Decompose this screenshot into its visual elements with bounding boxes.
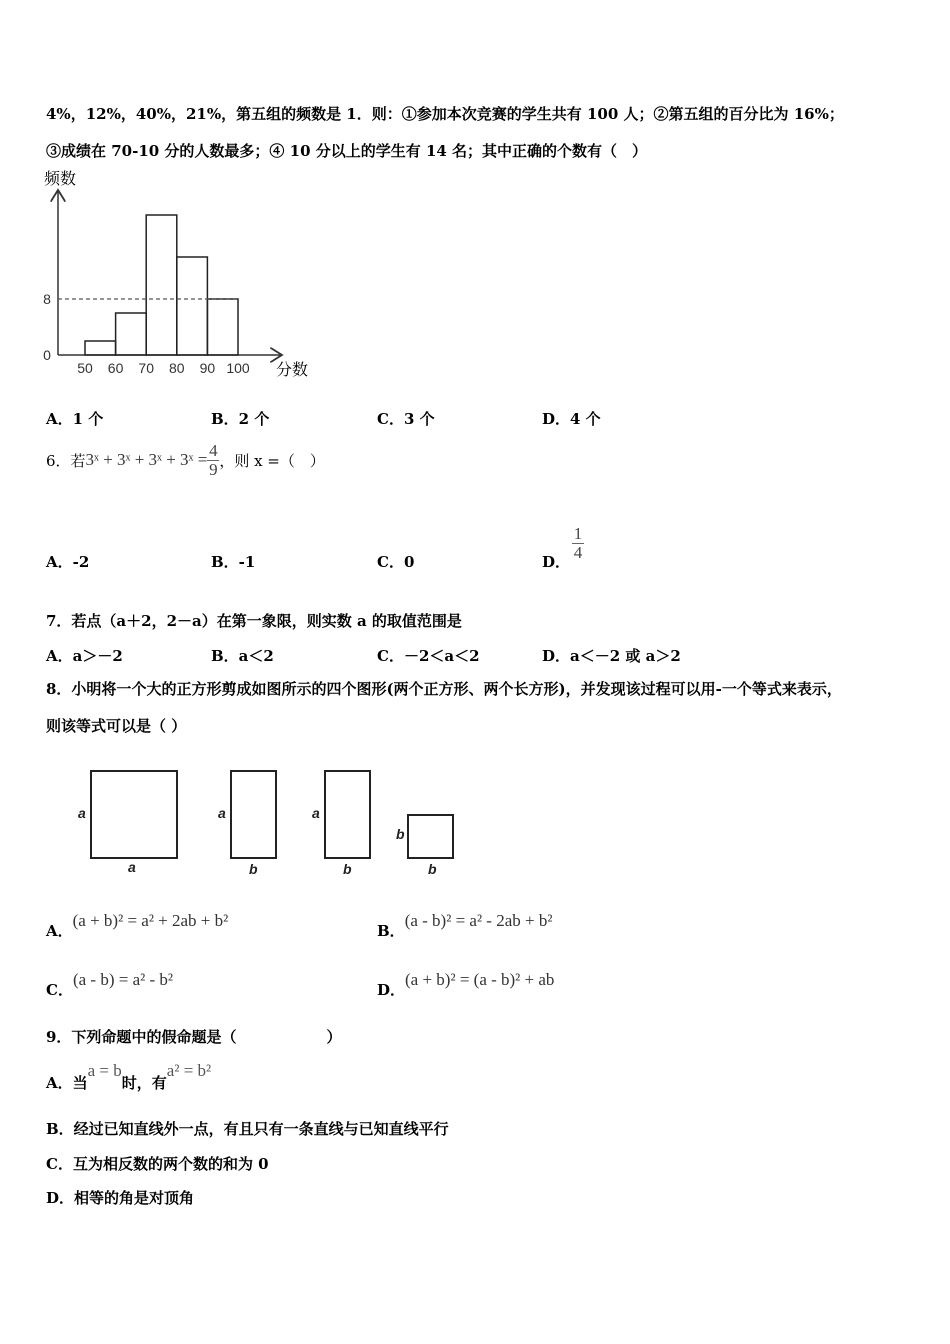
- q6-option-d-fraction: [572, 525, 584, 562]
- q6-d-den: 4: [573, 543, 583, 562]
- q9-option-a[interactable]: [46, 1060, 212, 1092]
- label-a: a: [128, 859, 136, 875]
- y-tick-label: 8: [43, 291, 51, 307]
- y-tick-label: 0: [43, 347, 51, 363]
- q7-option-b[interactable]: B．a＜2: [211, 647, 274, 665]
- q6-prefix: 6．若: [46, 452, 86, 470]
- q8-option-d-expr: (a + b)² = (a - b)² + ab: [405, 970, 555, 989]
- x-tick-label: 70: [138, 360, 154, 376]
- histogram-bar-70-80: [146, 215, 177, 355]
- histogram-bar-50-60: [85, 341, 116, 355]
- q6-fraction: [207, 442, 219, 479]
- q6-option-c[interactable]: C．0: [377, 553, 415, 571]
- q9-stem: 9．下列命题中的假命题是（ ）: [46, 1028, 342, 1046]
- q8-option-c-label: C．: [46, 981, 73, 999]
- q5-option-d[interactable]: D．4 个: [542, 410, 601, 428]
- q6-stem: [46, 442, 325, 479]
- label-b: b: [428, 861, 437, 877]
- rectangle-ab-2: [325, 771, 370, 858]
- q6-suffix: ，则 x =（ ）: [219, 452, 325, 470]
- histogram: [0, 160, 340, 390]
- q5-option-b[interactable]: B．2 个: [211, 410, 270, 428]
- q8-stem-line1: 8．小明将一个大的正方形剪成如图所示的四个图形(两个正方形、两个长方形)，并发现该过程可以用-一个等式来表示，: [46, 680, 842, 698]
- x-tick-label: 50: [77, 360, 93, 376]
- label-a: a: [218, 805, 226, 821]
- q9-option-b[interactable]: B．经过已知直线外一点，有且只有一条直线与已知直线平行: [46, 1120, 449, 1138]
- q8-option-c-expr: (a - b) = a² - b²: [72, 970, 173, 989]
- q7-option-c[interactable]: C．－2＜a＜2: [377, 647, 480, 665]
- q8-option-d[interactable]: [377, 969, 555, 999]
- q5-option-c[interactable]: C．3 个: [377, 410, 435, 428]
- q5-option-a[interactable]: A．1 个: [46, 410, 104, 428]
- q8-option-a[interactable]: [46, 910, 229, 940]
- q9-option-a-expr1: a = b: [87, 1061, 122, 1080]
- q5-text-line2: ③成绩在 70-10 分的人数最多；④ 10 分以上的学生有 14 名；其中正确的个数有（ ）: [46, 142, 648, 160]
- q6-expression: 3ˣ + 3ˣ + 3ˣ + 3ˣ =: [85, 450, 208, 469]
- q6-option-b[interactable]: B．-1: [211, 553, 256, 571]
- q7-option-a[interactable]: A．a＞－2: [46, 647, 123, 665]
- q8-option-b-expr: (a - b)² = a² - 2ab + b²: [404, 911, 553, 930]
- label-b: b: [343, 861, 352, 877]
- x-axis-label: 分数: [276, 362, 309, 379]
- q9-option-d[interactable]: D．相等的角是对顶角: [46, 1189, 195, 1207]
- q9-option-c[interactable]: C．互为相反数的两个数的和为 0: [46, 1155, 269, 1173]
- q6-frac-den: 9: [209, 460, 218, 479]
- histogram-bar-80-90: [177, 257, 208, 355]
- q8-option-d-label: D．: [377, 981, 406, 999]
- x-tick-label: 100: [226, 360, 250, 376]
- label-a: a: [78, 805, 86, 821]
- q9-option-a-expr2: a² = b²: [166, 1061, 212, 1080]
- q9-option-a-prefix: A．当: [46, 1074, 88, 1092]
- q6-frac-num: 4: [209, 441, 218, 460]
- q8-option-a-label: A．: [46, 922, 73, 940]
- rectangle-ab-1: [231, 771, 276, 858]
- q8-shapes-figure: [0, 760, 480, 885]
- q8-option-b[interactable]: [377, 910, 553, 940]
- histogram-bar-90-100: [207, 299, 238, 355]
- large-square-a: [91, 771, 177, 858]
- q8-stem-line2: 则该等式可以是（ ）: [46, 717, 187, 735]
- q9-option-a-mid: 时，有: [121, 1074, 167, 1092]
- q8-option-b-label: B．: [377, 922, 405, 940]
- label-a: a: [312, 805, 320, 821]
- small-square-b: [408, 815, 453, 858]
- q7-stem: 7．若点（a＋2，2－a）在第一象限，则实数 a 的取值范围是: [46, 612, 462, 630]
- q5-text-line1: 4%，12%，40%，21%，第五组的频数是 1．则：①参加本次竞赛的学生共有 100 人；②第五组的百分比为 16%；: [46, 105, 844, 123]
- q8-option-a-expr: (a + b)² = a² + 2ab + b²: [72, 911, 229, 930]
- q6-d-num: 1: [573, 524, 583, 543]
- x-tick-label: 90: [199, 360, 216, 376]
- q6-option-a[interactable]: A．-2: [46, 553, 90, 571]
- q7-option-d[interactable]: D．a＜－2 或 a＞2: [542, 647, 681, 665]
- y-axis-label: 频数: [44, 171, 77, 188]
- x-tick-label: 60: [107, 360, 124, 376]
- label-b: b: [249, 861, 258, 877]
- q8-option-c[interactable]: [46, 969, 173, 999]
- q6-option-d[interactable]: D．: [542, 553, 571, 571]
- histogram-bar-60-70: [116, 313, 147, 355]
- x-tick-label: 80: [169, 360, 185, 376]
- label-b: b: [396, 826, 405, 842]
